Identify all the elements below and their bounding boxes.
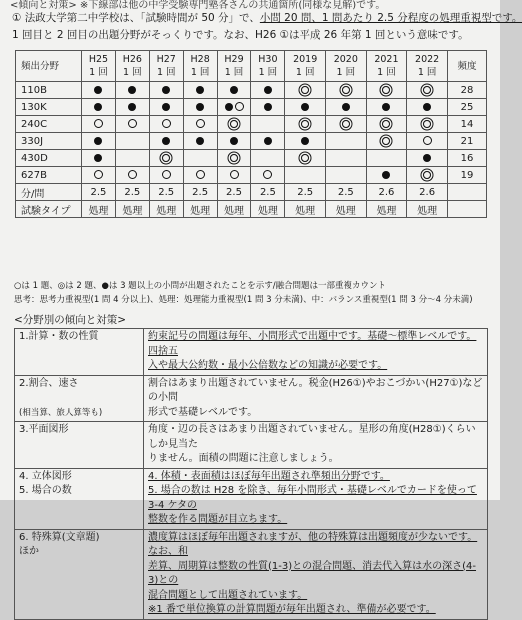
intro-number: ① (12, 12, 22, 24)
mark-cell (325, 82, 366, 99)
minutes-value: 2.5 (115, 184, 149, 201)
frequency-value: 28 (448, 82, 487, 99)
analysis-row (15, 529, 488, 619)
header-row (16, 51, 487, 82)
mark-cell (251, 116, 285, 133)
round-label: 1 回 (258, 67, 278, 78)
mark-cell (407, 167, 448, 184)
table-row (16, 99, 487, 116)
minutes-row (16, 184, 487, 201)
table-row (16, 150, 487, 167)
section-heading-cut: <傾向と対策> ※下線部は他の中学受験専門塾各さんの共通箇所(同様な見解)です。 (10, 0, 386, 11)
mark-cell (407, 150, 448, 167)
year-label: 2020 (333, 54, 358, 65)
minutes-value: 2.5 (217, 184, 251, 201)
minutes-value: 2.5 (251, 184, 285, 201)
round-label: 1 回 (190, 67, 210, 78)
open-circle-mark (128, 170, 137, 179)
mark-cell (82, 116, 116, 133)
mark-cell (183, 167, 217, 184)
filled-circle-mark (423, 154, 431, 162)
category-label: 240C (16, 116, 82, 133)
detail-line: 差算、周期算は整数の性質(1-3)との混合問題、消去代入算は水の深さ(4-3)との (148, 560, 477, 586)
analysis-topic (15, 529, 144, 619)
category-label: 430D (16, 150, 82, 167)
mark-cell (115, 99, 149, 116)
year-header (325, 51, 366, 82)
mark-cell (149, 133, 183, 150)
double-circle-mark (423, 120, 431, 128)
detail-line: ※1 番で単位換算の計算問題が毎年出題され、準備が必要です。 (148, 604, 436, 615)
mark-cell (325, 133, 366, 150)
intro-line-2: 1 回目と 2 回目の出題分野がそっくりです。なお、H26 ①は平成 26 年第 1 回という意味です。 (12, 29, 469, 41)
topic-line (19, 391, 139, 406)
mark-cell (82, 167, 116, 184)
double-circle-mark (230, 120, 238, 128)
type-value: 処理 (285, 201, 326, 218)
analysis-topic (15, 329, 144, 376)
mark-cell (82, 82, 116, 99)
mark-cell (366, 99, 407, 116)
minutes-label: 分/問 (16, 184, 82, 201)
mark-cell (149, 150, 183, 167)
round-label: 1 回 (156, 67, 176, 78)
topic-line: 4. 立体図形 (19, 470, 72, 482)
analysis-detail (144, 329, 488, 376)
minutes-value: 2.5 (285, 184, 326, 201)
filled-circle-mark (196, 137, 204, 145)
mark-cell (251, 167, 285, 184)
filled-circle-mark (301, 137, 309, 145)
mark-cell (325, 116, 366, 133)
open-circle-mark (230, 170, 239, 179)
topic-line: 6. 特殊算(文章題) (19, 531, 100, 543)
analysis-topic (15, 422, 144, 469)
filled-circle-mark (301, 103, 309, 111)
double-circle-mark (301, 86, 309, 94)
round-label: 1 回 (123, 67, 142, 78)
minutes-value: 2.6 (407, 184, 448, 201)
filled-circle-mark (382, 103, 390, 111)
detail-line: 混合問題として出題されています。 (148, 589, 308, 601)
filled-circle-mark (264, 137, 272, 145)
open-circle-mark (235, 102, 244, 111)
mark-cell (366, 133, 407, 150)
double-circle-mark (301, 120, 309, 128)
topic-line: ほか (19, 546, 39, 557)
intro-text-a: 法政大学第二中学校は、「試験時間が 50 分」で、 (24, 12, 260, 24)
mark-cell (217, 150, 251, 167)
type-value: 処理 (149, 201, 183, 218)
double-circle-mark (301, 154, 309, 162)
type-row (16, 201, 487, 218)
mark-cell (407, 133, 448, 150)
topic-line: (相当算、旅人算等も) (19, 407, 103, 418)
type-value: 処理 (251, 201, 285, 218)
filled-circle-mark (94, 137, 102, 145)
detail-line: 割合はあまり出題されていません。税金(H26①)やおこづかい(H27①)などの小問 (148, 377, 483, 403)
filled-circle-mark (94, 86, 102, 94)
mark-cell (82, 99, 116, 116)
minutes-value: 2.5 (183, 184, 217, 201)
mark-cell (407, 116, 448, 133)
detail-line: 入や最大公約数・最小公倍数などの知識が必要です。 (148, 360, 388, 371)
open-circle-mark (94, 119, 103, 128)
mark-cell (251, 133, 285, 150)
category-header: 頻出分野 (16, 51, 82, 82)
year-header (183, 51, 217, 82)
mark-cell (115, 82, 149, 99)
filled-circle-mark (94, 103, 102, 111)
filled-circle-mark (128, 103, 136, 111)
open-circle-mark (196, 170, 205, 179)
type-value: 処理 (82, 201, 116, 218)
year-header (285, 51, 326, 82)
type-label: 試験タイプ (16, 201, 82, 218)
detail-line: 角度・辺の長さはあまり出題されていません。星形の角度(H28①)くらいしか見当た (148, 424, 476, 450)
frequency-table (15, 50, 487, 218)
type-value: 処理 (325, 201, 366, 218)
type-value: 処理 (115, 201, 149, 218)
filled-circle-mark (162, 86, 170, 94)
type-value: 処理 (183, 201, 217, 218)
mark-cell (149, 167, 183, 184)
frequency-value: 21 (448, 133, 487, 150)
mark-cell (285, 150, 326, 167)
mark-cell (149, 99, 183, 116)
mark-cell (285, 133, 326, 150)
open-circle-mark (94, 170, 103, 179)
type-empty (448, 201, 487, 218)
filled-circle-mark (230, 86, 238, 94)
mark-cell (366, 167, 407, 184)
type-value: 処理 (366, 201, 407, 218)
analysis-title: <分野別の傾向と対策> (14, 314, 127, 326)
double-circle-mark (423, 171, 431, 179)
detail-line: 約束記号の問題は毎年、小問形式で出題中です。基礎～標準レベルです。四捨五 (148, 331, 477, 357)
year-header (366, 51, 407, 82)
filled-circle-mark (162, 137, 170, 145)
mark-cell (285, 82, 326, 99)
year-header (251, 51, 285, 82)
mark-cell (217, 133, 251, 150)
topic-line: 5. 場合の数 (19, 485, 72, 496)
mark-cell (183, 82, 217, 99)
filled-circle-mark (264, 86, 272, 94)
round-label: 1 回 (224, 67, 244, 78)
double-circle-mark (230, 154, 238, 162)
mark-cell (251, 99, 285, 116)
year-header (149, 51, 183, 82)
filled-circle-mark (382, 171, 390, 179)
frequency-value: 14 (448, 116, 487, 133)
analysis-detail (144, 375, 488, 422)
mark-cell (217, 167, 251, 184)
minutes-value: 2.6 (366, 184, 407, 201)
open-circle-mark (423, 136, 432, 145)
mark-cell (183, 116, 217, 133)
mark-cell (251, 82, 285, 99)
filled-circle-mark (423, 103, 431, 111)
year-header (115, 51, 149, 82)
analysis-detail (144, 468, 488, 529)
mark-cell (366, 82, 407, 99)
mark-cell (115, 116, 149, 133)
minutes-empty (448, 184, 487, 201)
category-label: 110B (16, 82, 82, 99)
mark-cell (183, 99, 217, 116)
intro-text-b: 小問 20 問、1 問あたり 2.5 分程度の処理重視型です。 (259, 12, 522, 24)
detail-line: 形式で基礎レベルです。 (148, 406, 258, 418)
intro-block (12, 10, 522, 44)
mark-cell (115, 150, 149, 167)
round-label: 1 回 (377, 67, 396, 78)
filled-circle-mark (342, 103, 350, 111)
year-header (82, 51, 116, 82)
analysis-detail (144, 422, 488, 469)
analysis-table (14, 328, 488, 620)
minutes-value: 2.5 (149, 184, 183, 201)
open-circle-mark (196, 119, 205, 128)
detail-line: 5. 場合の数は H28 を除き、毎年小問形式・基礎レベルでカードを使って 3-4 ケタの (148, 485, 477, 511)
analysis-row (15, 468, 488, 529)
filled-circle-mark (162, 103, 170, 111)
mark-cell (366, 150, 407, 167)
mark-cell (115, 133, 149, 150)
topic-line: 2.割合、速さ (19, 377, 79, 389)
minutes-value: 2.5 (325, 184, 366, 201)
year-label: H27 (156, 54, 176, 65)
double-circle-mark (342, 120, 350, 128)
double-circle-mark (423, 86, 431, 94)
mark-cell (285, 116, 326, 133)
category-label: 330J (16, 133, 82, 150)
table-row (16, 82, 487, 99)
category-label: 627B (16, 167, 82, 184)
mark-cell (149, 82, 183, 99)
year-label: 2019 (293, 54, 318, 65)
mark-cell (285, 99, 326, 116)
type-value: 処理 (217, 201, 251, 218)
filled-circle-mark (128, 86, 136, 94)
double-circle-mark (162, 154, 170, 162)
detail-line: 整数を作る問題が目立ちます。 (148, 514, 288, 525)
intro-line-1 (12, 10, 522, 27)
filled-circle-mark (94, 154, 102, 162)
legend-note-1: ○は 1 題、◎は 2 題、●は 3 題以上の小問が出題されたことを示す/融合問題は一部重複カウント (14, 281, 387, 291)
filled-circle-mark (196, 86, 204, 94)
open-circle-mark (162, 119, 171, 128)
analysis-topic (15, 375, 144, 422)
frequency-header: 頻度 (448, 51, 487, 82)
mark-cell (251, 150, 285, 167)
mark-cell (149, 116, 183, 133)
round-label: 1 回 (89, 67, 108, 78)
topic-line: 1.計算・数の性質 (19, 331, 99, 342)
round-label: 1 回 (295, 67, 315, 78)
year-label: 2022 (415, 54, 440, 65)
double-circle-mark (382, 137, 390, 145)
legend-note-2: 思考：思考力重視型(1 問 4 分以上)、処理：処理能力重視型(1 問 3 分未満)、中：バランス重視型(1 問 3 分～4 分未満) (14, 295, 473, 305)
mark-cell (82, 150, 116, 167)
year-label: H28 (190, 54, 210, 65)
mark-cell (325, 150, 366, 167)
minutes-value: 2.5 (82, 184, 116, 201)
legend-notes (14, 279, 494, 307)
year-label: H29 (224, 54, 244, 65)
analysis-row (15, 329, 488, 376)
table-row (16, 167, 487, 184)
topic-line: 3.平面図形 (19, 424, 69, 435)
detail-line: 4. 体積・表面積はほぼ毎年出題され準頻出分野です。 (148, 470, 390, 482)
year-header (407, 51, 448, 82)
detail-line: りません。面積の問題に注意しましょう。 (148, 453, 339, 464)
filled-circle-mark (230, 137, 238, 145)
round-label: 1 回 (336, 67, 356, 78)
analysis-topic (15, 468, 144, 529)
mark-cell (217, 116, 251, 133)
analysis-detail (144, 529, 488, 619)
year-label: H30 (258, 54, 278, 65)
year-label: 2021 (374, 54, 399, 65)
category-label: 130K (16, 99, 82, 116)
mark-cell (217, 99, 251, 116)
mark-cell (407, 82, 448, 99)
open-circle-mark (128, 119, 137, 128)
type-value: 処理 (407, 201, 448, 218)
mark-cell (82, 133, 116, 150)
mark-cell (183, 133, 217, 150)
open-circle-mark (162, 170, 171, 179)
filled-circle-mark (196, 103, 204, 111)
round-label: 1 回 (417, 67, 437, 78)
mark-cell (217, 82, 251, 99)
table-row (16, 116, 487, 133)
filled-circle-mark (225, 103, 233, 111)
table-row (16, 133, 487, 150)
analysis-row (15, 422, 488, 469)
mark-cell (366, 116, 407, 133)
year-label: H26 (122, 54, 142, 65)
double-circle-mark (382, 120, 390, 128)
mark-cell (325, 99, 366, 116)
frequency-value: 25 (448, 99, 487, 116)
mark-cell (325, 167, 366, 184)
open-circle-mark (263, 170, 272, 179)
detail-line: 濃度算はほぼ毎年出題されますが、他の特殊算は出題頻度が少ないです。なお、和 (148, 531, 478, 557)
mark-cell (407, 99, 448, 116)
double-circle-mark (382, 86, 390, 94)
year-header (217, 51, 251, 82)
filled-circle-mark (264, 103, 272, 111)
mark-cell (285, 167, 326, 184)
mark-cell (115, 167, 149, 184)
frequency-value: 19 (448, 167, 487, 184)
analysis-row (15, 375, 488, 422)
frequency-value: 16 (448, 150, 487, 167)
mark-cell (183, 150, 217, 167)
double-circle-mark (342, 86, 350, 94)
year-label: H25 (88, 54, 109, 65)
